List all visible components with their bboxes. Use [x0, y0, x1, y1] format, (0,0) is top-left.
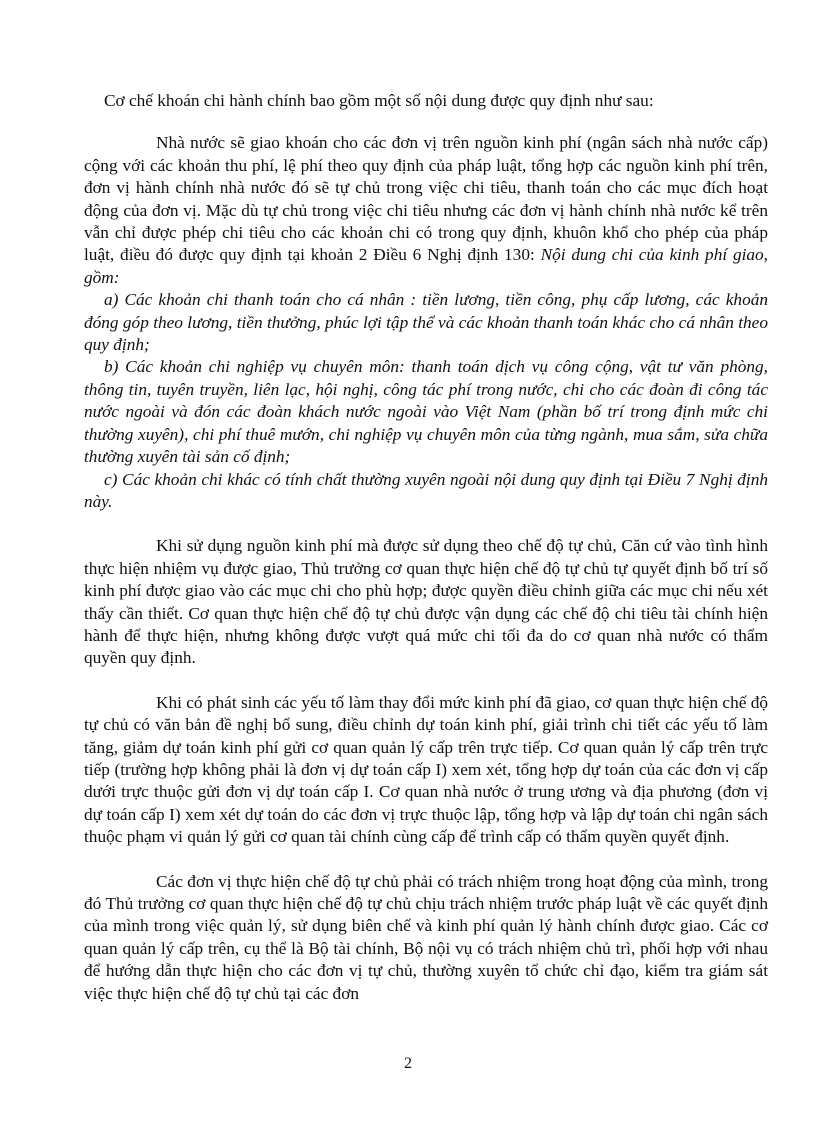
paragraph-1-text: Nhà nước sẽ giao khoán cho các đơn vị trên nguồn kinh phí (ngân sách nhà nước cấp) cộng với các khoản thu phí, lệ phí theo quy định của pháp luật, tổng hợp các nguồn kinh phí trên, đơn vị hành chính nhà nước đó sẽ tự chủ trong việc chi tiêu, thanh toán cho các mục đích hoạt động của đơn vị. Mặc dù tự chủ trong việc chi tiêu nhưng các đơn vị hành chính nhà nước kể trên vẫn chỉ được phép chi tiêu cho các khoản chi có trong quy định, khuôn khổ cho phép của pháp luật, điều đó được quy định tại khoản 2 Điều 6 Nghị định 130:	[84, 133, 768, 265]
page-number: 2	[404, 1055, 412, 1072]
law-item-a: a) Các khoản chi thanh toán cho cá nhân : tiền lương, tiền công, phụ cấp lương, các khoản đóng góp theo lương, tiền thưởng, phúc lợi tập thể và các khoản thanh toán khác cho cá nhân theo quy định;	[84, 290, 768, 355]
law-item-b: b) Các khoản chi nghiệp vụ chuyên môn: thanh toán dịch vụ công cộng, vật tư văn phòng, thông tin, tuyên truyền, liên lạc, hội nghị, công tác phí trong nước, chi cho các đoàn đi công tác nước ngoài và đón các đoàn khách nước ngoài vào Việt Nam (phần bố trí trong định mức chi thường xuyên), chi phí thuê mướn, chi nghiệp vụ chuyên môn của từng ngành, mua sắm, sửa chữa thường xuyên tài sản cố định;	[84, 357, 768, 467]
paragraph-1	[84, 132, 768, 289]
law-item-c: c) Các khoản chi khác có tính chất thường xuyên ngoài nội dung quy định tại Điều 7 Nghị định này.	[84, 469, 768, 511]
intro-paragraph: Cơ chế khoán chi hành chính bao gồm một số nội dung được quy định như sau:	[104, 91, 654, 110]
document-body	[84, 90, 768, 1005]
paragraph-2: Khi sử dụng nguồn kinh phí mà được sử dụng theo chế độ tự chủ, Căn cứ vào tình hình thực hiện nhiệm vụ được giao, Thủ trưởng cơ quan thực hiện chế độ tự chủ tự quyết định bố trí số kinh phí được giao vào các mục chi cho phù hợp; được quyền điều chỉnh giữa các mục chi nếu xét thấy cần thiết. Cơ quan thực hiện chế độ tự chủ được vận dụng các chế độ chi tiêu tài chính hiện hành để thực hiện, nhưng không được vượt quá mức chi tối đa do cơ quan nhà nước có thẩm quyền quy định.	[84, 536, 768, 668]
paragraph-3: Khi có phát sinh các yếu tố làm thay đổi mức kinh phí đã giao, cơ quan thực hiện chế độ tự chủ có văn bản đề nghị bổ sung, điều chỉnh dự toán kinh phí, giải trình chi tiết các yếu tố làm tăng, giảm dự toán kinh phí gửi cơ quan quản lý cấp trên trực tiếp. Cơ quan quản lý cấp trên trực tiếp (trường hợp không phải là đơn vị dự toán cấp I) xem xét, tổng hợp dự toán của các đơn vị cấp dưới trực thuộc gửi đơn vị dự toán cấp I. Cơ quan nhà nước ở trung ương và địa phương (đơn vị dự toán cấp I) xem xét dự toán do các đơn vị trực thuộc lập, tổng hợp và lập dự toán chi ngân sách thuộc phạm vi quản lý gửi cơ quan tài chính cùng cấp để trình cấp có thẩm quyền quyết định.	[84, 692, 768, 847]
paragraph-4: Các đơn vị thực hiện chế độ tự chủ phải có trách nhiệm trong hoạt động của mình, trong đó Thủ trưởng cơ quan thực hiện chế độ tự chủ chịu trách nhiệm trước pháp luật về các quyết định của mình trong việc quản lý, sử dụng biên chế và kinh phí quản lý hành chính được giao. Các cơ quan quản lý cấp trên, cụ thể là Bộ tài chính, Bộ nội vụ có trách nhiệm chủ trì, phối hợp với nhau để hướng dẫn thực hiện cho các đơn vị tự chủ, thường xuyên tổ chức chỉ đạo, kiểm tra giám sát việc thực hiện chế độ tự chủ tại các đơn	[84, 871, 768, 1003]
law-quote-lead: Nội dung chi của kinh phí giao, gồm:	[84, 245, 769, 287]
